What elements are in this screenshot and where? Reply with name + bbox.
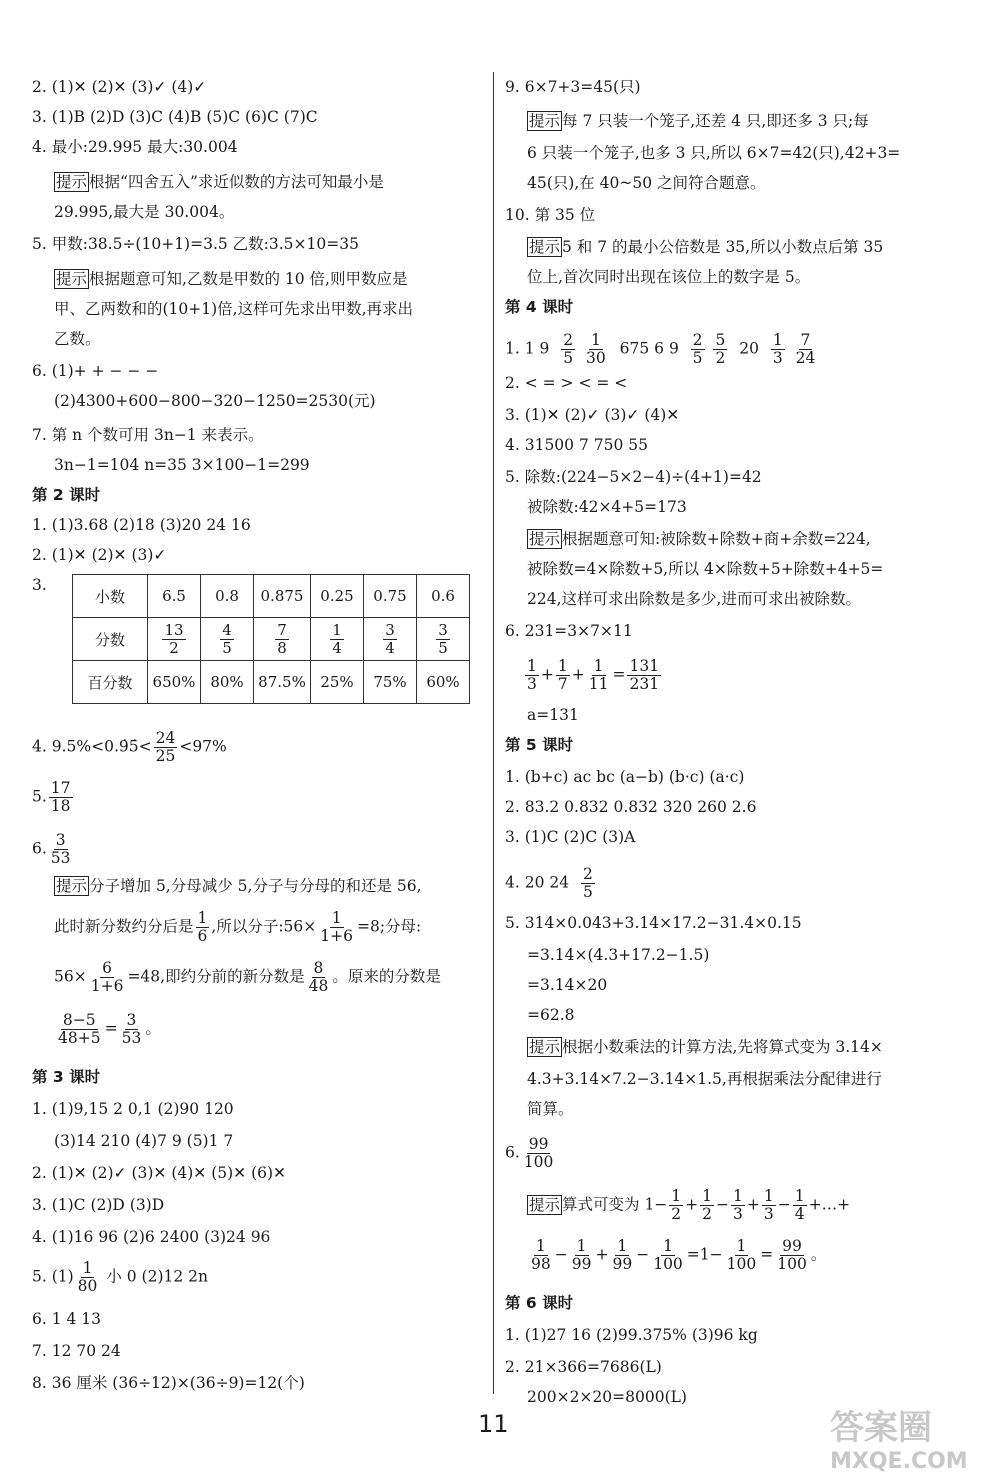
table-cell: 0.875 (254, 575, 311, 618)
calc-step: =3.14×(4.3+17.2−1.5) (527, 946, 710, 964)
table-cell: $\frac{1}{4}$ (311, 618, 364, 661)
answer-9: 9. 6×7+3=45(只) (505, 78, 641, 96)
table-cell: 0.6 (417, 575, 470, 618)
table-cell: 80% (201, 661, 254, 704)
answer-3: 3. (1)B (2)D (3)C (4)B (5)C (6)C (7)C (32, 108, 318, 126)
hint-line: 被除数=4×除数+5,所以 4×除数+5+除数+4+5= (527, 560, 884, 578)
l2-answer-6: 6. $\frac{3}{53}$ (32, 831, 71, 867)
table-cell: $\frac{13}{2}$ (148, 618, 201, 661)
table-cell: $\frac{7}{8}$ (254, 618, 311, 661)
l3-answer-1: 1. (1)9,15 2 0,1 (2)90 120 (32, 1100, 234, 1118)
hint: 提示 算式可变为 1− $\frac{1}{2}$ + $\frac{1}{2}$ − $\frac{1}{3}$ + $\frac{1}{3}$ − $\frac{1}{4}$ +…+ (529, 1187, 851, 1223)
row-label: 百分数 (73, 661, 148, 704)
l4-answer-6: 6. 231=3×7×11 (505, 622, 633, 640)
l5-answer-3: 3. (1)C (2)C (3)A (505, 828, 636, 846)
hint-line: 56× $\frac{6}{1+6}$ =48,即约分前的新分数是 $\frac{8}{48}$ 。原来的分数是 (54, 959, 441, 995)
l4-answer-2: 2. < = > < = < (505, 374, 628, 392)
table-cell: 0.25 (311, 575, 364, 618)
l5-answer-4: 4. 20 24 $\frac{2}{5}$ (505, 865, 593, 901)
l6-answer-2b: 200×2×20=8000(L) (527, 1388, 687, 1406)
l4-answer-5: 5. 除数:(224−5×2−4)÷(4+1)=42 (505, 468, 762, 486)
row-label: 分数 (73, 618, 148, 661)
table-cell: $\frac{4}{5}$ (201, 618, 254, 661)
l3-answer-3: 3. (1)C (2)D (3)D (32, 1196, 165, 1214)
l2-answer-4: 4. 9.5%<0.9̇5̇< $\frac{24}{25}$ <97% (32, 729, 227, 765)
hint-line: $\frac{8-5}{48+5}$ = $\frac{3}{53}$ 。 (58, 1011, 161, 1047)
answer-6-2: (2)4300+600−800−320−1250=2530(元) (54, 392, 376, 410)
l2-answer-3: 3. (32, 576, 47, 594)
l3-answer-5: 5. (1) $\frac{1}{80}$ 小 0 (2)12 2n (32, 1259, 208, 1295)
table-row (73, 575, 470, 618)
l4-answer-3: 3. (1)✕ (2)✓ (3)✓ (4)✕ (505, 406, 680, 424)
l6-answer-1: 1. (1)27 16 (2)99.375% (3)96 kg (505, 1326, 758, 1344)
lesson-6-heading: 第 6 课时 (505, 1294, 574, 1312)
l3-answer-8: 8. 36 厘米 (36÷12)×(36÷9)=12(个) (32, 1374, 305, 1392)
l5-answer-6: 6. $\frac{99}{100}$ (505, 1135, 554, 1171)
hint-label: 提示 (56, 173, 88, 191)
hint: 提示 分子增加 5,分母减少 5,分子与分母的和还是 56, (56, 877, 422, 895)
table-cell: 87.5% (254, 661, 311, 704)
l2-answer-1: 1. (1)3.68 (2)18 (3)20 24 16 (32, 516, 251, 534)
hint: 提示 5 和 7 的最小公倍数是 35,所以小数点后第 35 (529, 238, 884, 256)
l4-answer-4: 4. 31500 7 750 55 (505, 436, 648, 454)
table-row (73, 618, 470, 661)
table-cell: 0.8 (201, 575, 254, 618)
hint: 提示 每 7 只装一个笼子,还差 4 只,即还多 3 只;每 (529, 112, 869, 130)
hint-line: 简算。 (527, 1100, 574, 1118)
l6-answer-2: 2. 21×366=7686(L) (505, 1358, 662, 1376)
hint-line: $\frac{1}{98}$ − $\frac{1}{99}$ + $\frac{1}{99}$ − $\frac{1}{100}$ =1− $\frac{1}{100}$ = $\frac{99}{100}$ 。 (531, 1237, 827, 1273)
hint-line: 29.995,最大是 30.004。 (54, 203, 235, 221)
lesson-4-heading: 第 4 课时 (505, 298, 574, 316)
page-number: 11 (478, 1410, 509, 1438)
l5-answer-2: 2. 83.2 0.832 0.832 320 260 2.6 (505, 798, 757, 816)
l3-answer-2: 2. (1)✕ (2)✓ (3)✕ (4)✕ (5)✕ (6)✕ (32, 1164, 287, 1182)
l3-answer-1b: (3)14 210 (4)7 9 (5)1 7 (54, 1132, 234, 1150)
table-cell: 6.5 (148, 575, 201, 618)
l4-answer-1: 1. 1 9 $\frac{2}{5}$ $\frac{1}{30}$ 675 6 9 $\frac{2}{5}$ $\frac{5}{2}$ 20 $\frac{1}{3}$ $\frac{7}{24}$ (505, 331, 816, 367)
l3-answer-4: 4. (1)16 96 (2)6 2400 (3)24 96 (32, 1228, 271, 1246)
table-row (73, 661, 470, 704)
row-label: 小数 (73, 575, 148, 618)
answer-2: 2. (1)✕ (2)✕ (3)✓ (4)✓ (32, 78, 207, 96)
column-divider (493, 72, 494, 1394)
hint: 提示 根据题意可知:被除数+除数+商+余数=224, (529, 530, 871, 548)
watermark-logo: 答案圈 MXQE.COM (830, 1408, 968, 1474)
hint-line: 此时新分数约分后是 $\frac{1}{6}$ ,所以分子:56× $\frac{1}{1+6}$ =8;分母: (54, 909, 422, 945)
l2-answer-5: 5. $\frac{17}{18}$ (32, 779, 71, 815)
answer-7-b: 3n−1=104 n=35 3×100−1=299 (54, 456, 310, 474)
answer-4: 4. 最小:29.995 最大:30.004 (32, 138, 238, 156)
hint: 提示 根据题意可知,乙数是甲数的 10 倍,则甲数应是 (56, 270, 408, 288)
answer-6: 6. (1)+ + − − − (32, 362, 159, 380)
l2-answer-2: 2. (1)✕ (2)✕ (3)✓ (32, 546, 167, 564)
lesson-2-heading: 第 2 课时 (32, 486, 101, 504)
table-cell: 0.75 (364, 575, 417, 618)
table-cell: 650% (148, 661, 201, 704)
hint-line: 6 只装一个笼子,也多 3 只,所以 6×7=42(只),42+3= (527, 144, 901, 162)
table-cell: 25% (311, 661, 364, 704)
answer-10: 10. 第 35 位 (505, 206, 596, 224)
lesson-3-heading: 第 3 课时 (32, 1068, 101, 1086)
l5-answer-1: 1. (b+c) ac bc (a−b) (b·c) (a·c) (505, 768, 745, 786)
calc-step: =62.8 (527, 1006, 575, 1024)
hint-line: 位上,首次同时出现在该位上的数字是 5。 (527, 268, 811, 286)
hint-line: 乙数。 (54, 330, 101, 348)
l4-answer-6-eq: $\frac{1}{3}$ + $\frac{1}{7}$ + $\frac{1}{11}$ = $\frac{131}{231}$ (527, 657, 660, 693)
calc-step: =3.14×20 (527, 976, 608, 994)
table-cell: $\frac{3}{5}$ (417, 618, 470, 661)
hint-line: 甲、乙两数和的(10+1)倍,这样可先求出甲数,再求出 (54, 300, 414, 318)
l4-answer-6c: a=131 (527, 706, 579, 724)
l4-answer-5b: 被除数:42×4+5=173 (527, 498, 687, 516)
l3-answer-7: 7. 12 70 24 (32, 1342, 121, 1360)
hint-line: 4.3+3.14×7.2−3.14×1.5,再根据乘法分配律进行 (527, 1070, 882, 1088)
answer-5: 5. 甲数:38.5÷(10+1)=3.5 乙数:3.5×10=35 (32, 235, 359, 253)
l3-answer-6: 6. 1 4 13 (32, 1310, 102, 1328)
lesson-5-heading: 第 5 课时 (505, 736, 574, 754)
conversion-table (72, 574, 470, 704)
table-cell: 75% (364, 661, 417, 704)
table-cell: 60% (417, 661, 470, 704)
table-cell: $\frac{3}{4}$ (364, 618, 417, 661)
answer-7: 7. 第 n 个数可用 3n−1 来表示。 (32, 426, 264, 444)
hint-line: 45(只),在 40~50 之间符合题意。 (527, 174, 766, 192)
hint-line: 224,这样可求出除数是多少,进而可求出被除数。 (527, 590, 861, 608)
hint: 提示 根据小数乘法的计算方法,先将算式变为 3.14× (529, 1038, 883, 1056)
hint: 提示 根据“四舍五入”求近似数的方法可知最小是 (56, 173, 384, 191)
l5-answer-5: 5. 314×0.043+3.14×17.2−31.4×0.15 (505, 914, 802, 932)
